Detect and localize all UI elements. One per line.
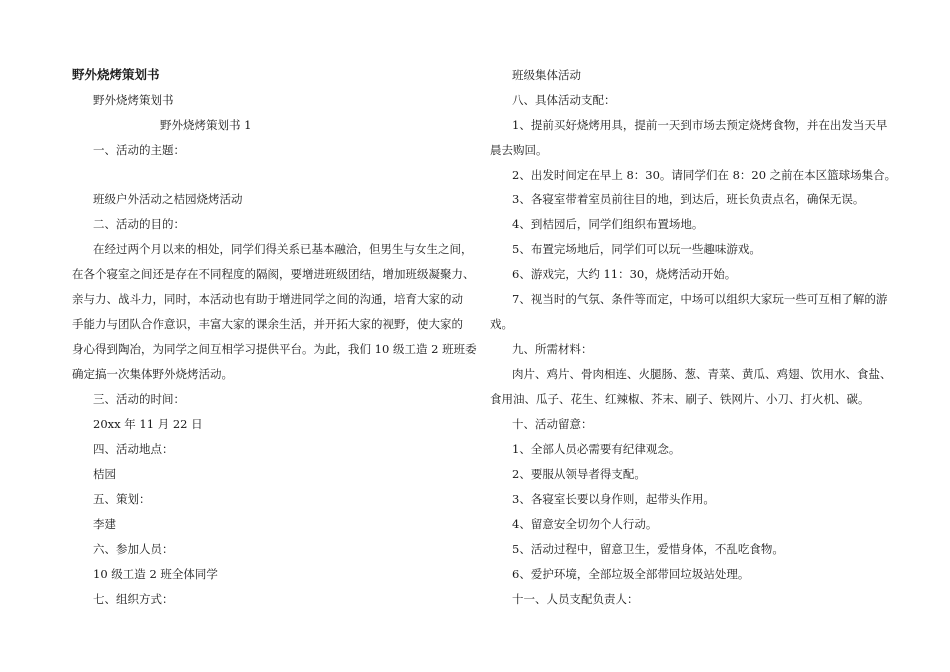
left-line: 10 级工造 2 班全体同学: [93, 567, 218, 581]
right-line: 九、所需材料：: [512, 342, 593, 356]
left-line: 亲与力、战斗力，同时，本活动也有助于增进同学之间的沟通，培育大家的动: [72, 292, 463, 306]
right-line: 1、全部人员必需要有纪律观念。: [512, 442, 681, 456]
right-line: 6、游戏完，大约 11：30，烧烤活动开始。: [512, 267, 737, 281]
right-line: 2、要服从领导者得支配。: [512, 467, 646, 481]
left-line: 在各个寝室之间还是存在不同程度的隔阂，要增进班级团结，增加班级凝聚力、: [72, 267, 475, 281]
left-line: 班级户外活动之桔园烧烤活动: [93, 192, 243, 206]
right-line: 食用油、瓜子、花生、红辣椒、芥末、刷子、铁网片、小刀、打火机、碳。: [490, 392, 870, 406]
left-line: 二、活动的目的：: [93, 217, 185, 231]
right-line: 4、到桔园后，同学们组织布置场地。: [512, 217, 704, 231]
document-title: 野外烧烤策划书: [72, 67, 160, 82]
right-line: 3、各寝室带着室员前往目的地，到达后，班长负责点名，确保无误。: [512, 192, 865, 206]
left-line: 六、参加人员：: [93, 542, 174, 556]
right-line: 1、提前买好烧烤用具，提前一天到市场去预定烧烤食物，并在出发当天早: [512, 118, 888, 132]
left-line: 身心得到陶冶，为同学之间互相学习提供平台。为此，我们 10 级工造 2 班班委: [72, 342, 477, 356]
left-line: 确定搞一次集体野外烧烤活动。: [72, 367, 233, 381]
right-line: 八、具体活动支配：: [512, 93, 616, 107]
left-line: 七、组织方式：: [93, 592, 174, 606]
section-heading: 野外烧烤策划书 1: [160, 118, 252, 132]
right-line: 十一、人员支配负责人：: [512, 592, 639, 606]
document-subtitle: 野外烧烤策划书: [93, 93, 174, 107]
left-line: 五、策划：: [93, 492, 151, 506]
right-line: 5、布置完场地后，同学们可以玩一些趣味游戏。: [512, 242, 761, 256]
left-line: 三、活动的时间：: [93, 392, 185, 406]
right-line: 2、出发时间定在早上 8：30。请同学们在 8：20 之前在本区篮球场集合。: [512, 168, 897, 182]
left-line: 桔园: [93, 467, 116, 481]
right-line: 肉片、鸡片、骨肉相连、火腿肠、葱、青菜、黄瓜、鸡翅、饮用水、食盐、: [512, 367, 892, 381]
right-line: 6、爱护环境，全部垃圾全部带回垃圾站处理。: [512, 567, 750, 581]
right-line: 十、活动留意：: [512, 417, 593, 431]
left-line: 李建: [93, 517, 116, 531]
right-line: 3、各寝室长要以身作则，起带头作用。: [512, 492, 715, 506]
right-line: 7、视当时的气氛、条件等而定，中场可以组织大家玩一些可互相了解的游: [512, 292, 888, 306]
right-line: 晨去购回。: [490, 143, 548, 157]
left-line: 20xx 年 11 月 22 日: [93, 417, 203, 431]
left-line: 在经过两个月以来的相处，同学们得关系已基本融洽，但男生与女生之间，: [93, 242, 473, 256]
left-line: 一、活动的主题：: [93, 143, 185, 157]
right-line: 4、留意安全切勿个人行动。: [512, 517, 658, 531]
right-line: 5、活动过程中，留意卫生，爱惜身体，不乱吃食物。: [512, 542, 784, 556]
right-line: 戏。: [490, 317, 513, 331]
right-line: 班级集体活动: [512, 68, 581, 82]
left-line: 四、活动地点：: [93, 442, 174, 456]
left-line: 手能力与团队合作意识，丰富大家的课余生活，并开拓大家的视野，使大家的: [72, 317, 463, 331]
